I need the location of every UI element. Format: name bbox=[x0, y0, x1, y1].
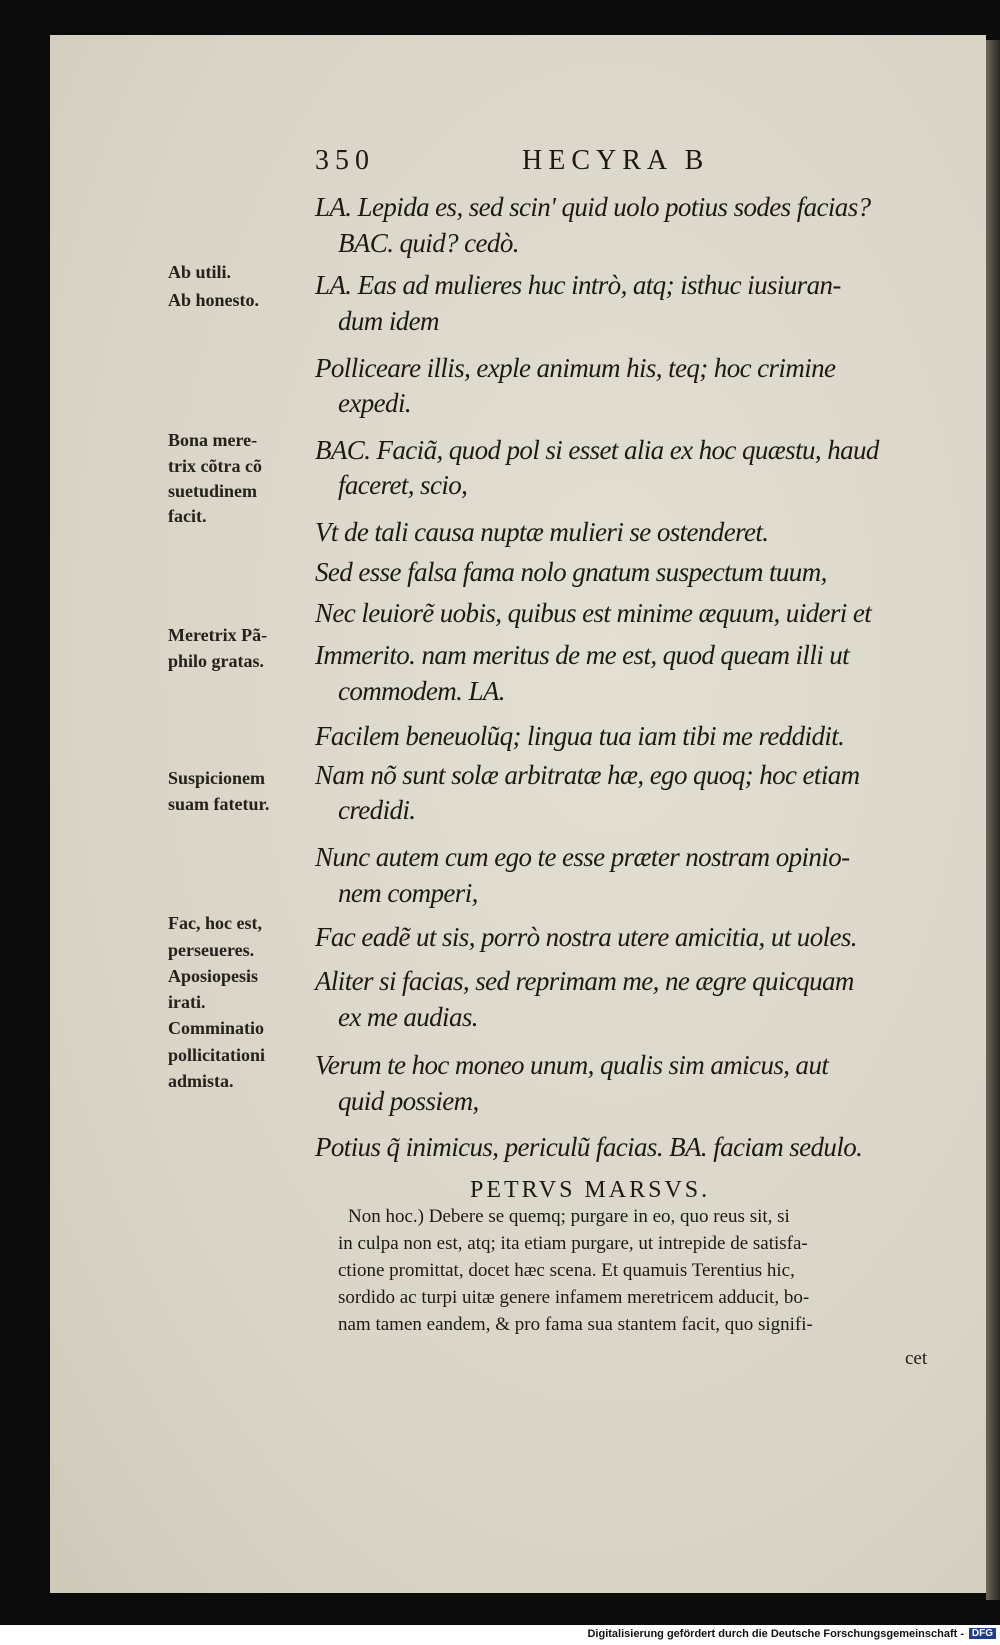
margin-note: Comminatio bbox=[168, 1018, 264, 1038]
running-title: HECYRA B bbox=[522, 145, 710, 176]
margin-note: Suspicionem bbox=[168, 768, 266, 788]
commentary-line: in culpa non est, atq; ita etiam purgare, ut intrepide de satisfa- bbox=[338, 1233, 808, 1254]
margin-note: Meretrix Pã- bbox=[168, 625, 268, 645]
text-line: Nec leuiorẽ uobis, quibus est minime æquum, uideri et bbox=[315, 598, 872, 628]
margin-note: suetudinem bbox=[168, 481, 258, 501]
margin-note: admista. bbox=[168, 1071, 234, 1091]
text-line: BAC. Faciã, quod pol si esset alia ex hoc quæstu, haud bbox=[315, 435, 879, 465]
commentary-heading: PETRVS MARSVS. bbox=[470, 1177, 711, 1203]
text-line: credidi. bbox=[338, 795, 416, 825]
text-line: LA. Lepida es, sed scin' quid uolo potius sodes facias? bbox=[315, 192, 871, 222]
commentary-line: sordido ac turpi uitæ genere infamem meretricem adducit, bo- bbox=[338, 1287, 810, 1308]
text-line: Nunc autem cum ego te esse præter nostram opinio- bbox=[315, 842, 850, 872]
text-line: LA. Eas ad mulieres huc intrò, atq; isthuc iusiuran- bbox=[315, 270, 841, 300]
text-line: Sed esse falsa fama nolo gnatum suspectum tuum, bbox=[315, 557, 827, 587]
catchword: cet bbox=[905, 1348, 928, 1369]
commentary-line: nam tamen eandem, & pro fama sua stantem facit, quo signifi- bbox=[338, 1314, 813, 1335]
page-number: 350 bbox=[315, 145, 375, 176]
margin-note: Fac, hoc est, bbox=[168, 913, 262, 933]
text-line: commodem. LA. bbox=[338, 676, 505, 706]
text-line: Nam nõ sunt solæ arbitratæ hæ, ego quoq; hoc etiam bbox=[315, 760, 860, 790]
text-line: dum idem bbox=[338, 306, 439, 336]
text-line: faceret, scio, bbox=[338, 470, 468, 500]
margin-note: perseueres. bbox=[168, 940, 255, 960]
margin-note: suam fatetur. bbox=[168, 794, 270, 814]
commentary-line: ctione promittat, docet hæc scena. Et quamuis Terentius hic, bbox=[338, 1260, 795, 1281]
funding-credit: Digitalisierung gefördert durch die Deutsche Forschungsgemeinschaft - bbox=[587, 1628, 964, 1640]
margin-note: trix cõtra cõ bbox=[168, 456, 262, 476]
text-line: Verum te hoc moneo unum, qualis sim amicus, aut bbox=[315, 1050, 829, 1080]
text-line: Facilem beneuolũq; lingua tua iam tibi me reddidit. bbox=[315, 721, 845, 751]
text-line: nem comperi, bbox=[338, 878, 478, 908]
text-line: ex me audias. bbox=[338, 1002, 478, 1032]
margin-note: Ab honesto. bbox=[168, 290, 260, 310]
margin-note: irati. bbox=[168, 992, 206, 1012]
text-line: BAC. quid? cedò. bbox=[338, 228, 519, 258]
digitization-footer bbox=[0, 1625, 1000, 1645]
commentary-line: Non hoc.) Debere se quemq; purgare in eo, quo reus sit, si bbox=[348, 1206, 790, 1227]
margin-note: Bona mere- bbox=[168, 430, 258, 450]
text-line: Aliter si facias, sed reprimam me, ne ægre quicquam bbox=[315, 966, 854, 996]
margin-note: Aposiopesis bbox=[168, 966, 259, 986]
text-line: Potius q̃ inimicus, periculũ facias. BA. faciam sedulo. bbox=[315, 1132, 863, 1162]
margin-note: pollicitationi bbox=[168, 1045, 266, 1065]
text-line: Immerito. nam meritus de me est, quod queam illi ut bbox=[315, 640, 850, 670]
text-line: expedi. bbox=[338, 388, 412, 418]
text-line: Fac eadẽ ut sis, porrò nostra utere amicitia, ut uoles. bbox=[315, 922, 857, 952]
margin-note: facit. bbox=[168, 506, 207, 526]
text-line: Vt de tali causa nuptæ mulieri se ostenderet. bbox=[315, 517, 769, 547]
text-line: quid possiem, bbox=[338, 1086, 479, 1116]
book-edge bbox=[986, 40, 1000, 1600]
margin-note: philo gratas. bbox=[168, 651, 265, 671]
text-line: Polliceare illis, exple animum his, teq; hoc crimine bbox=[315, 353, 836, 383]
dfg-logo: DFG bbox=[969, 1628, 996, 1639]
margin-note: Ab utili. bbox=[168, 262, 232, 282]
